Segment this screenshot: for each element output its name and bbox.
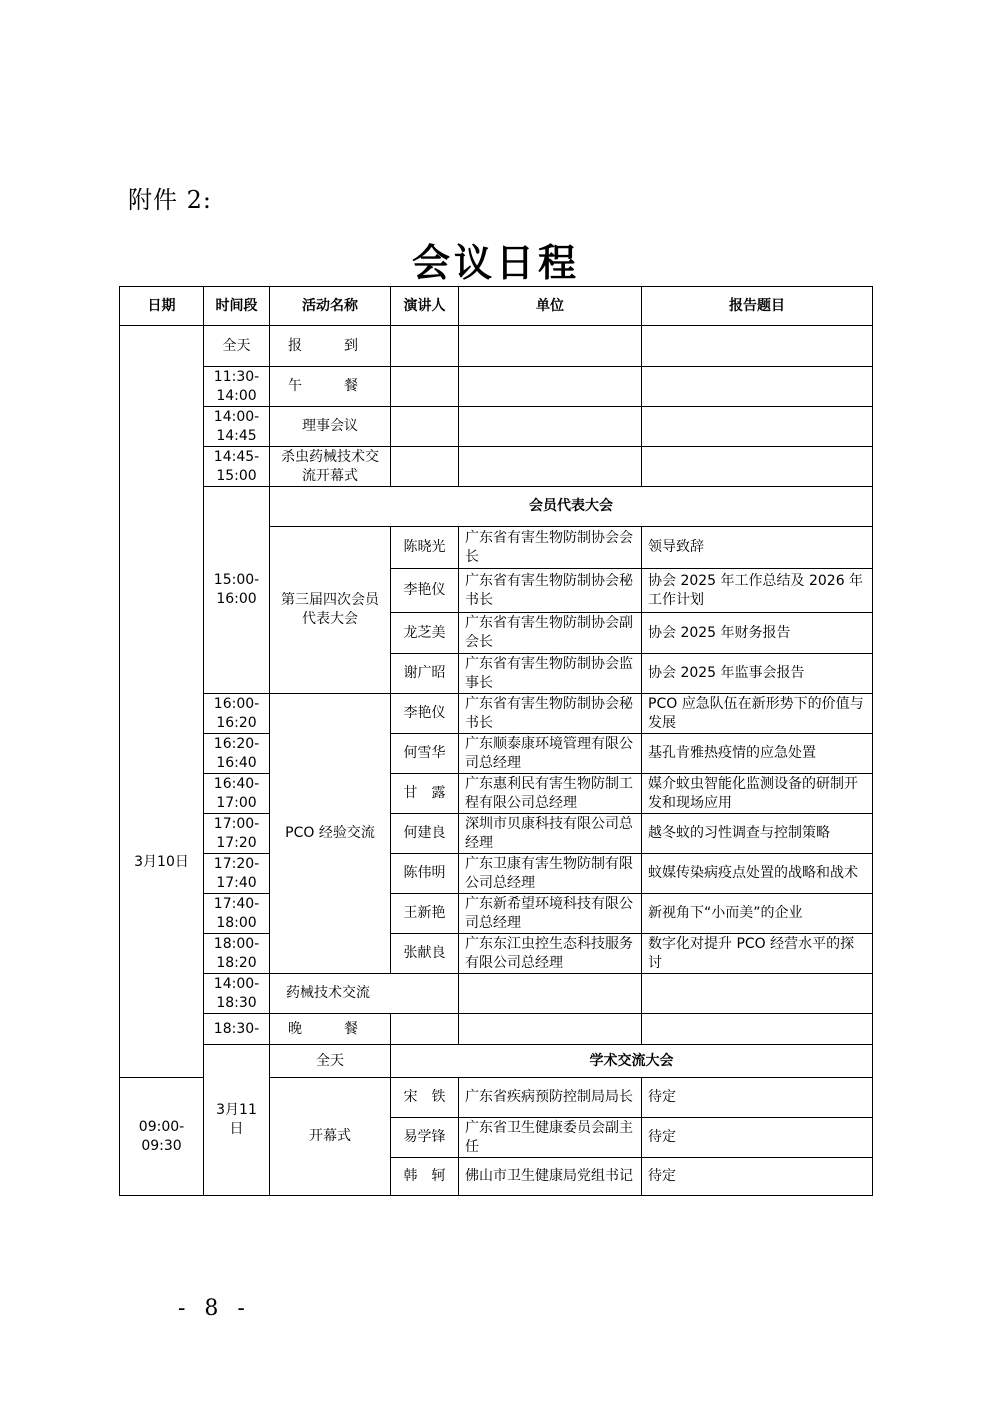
table-row (120, 854, 873, 894)
activity-cell: 报 到 (270, 326, 391, 367)
time-cell: 18:30- (204, 1014, 270, 1045)
topic-cell: 媒介蚊虫智能化监测设备的研制开发和现场应用 (642, 774, 873, 814)
activity-cell: 开幕式 (270, 1078, 391, 1196)
time-cell: 11:30-14:00 (204, 367, 270, 407)
unit-cell: 广东东江虫控生态科技服务有限公司总经理 (459, 934, 642, 974)
table-row (120, 487, 873, 527)
page-number: - 8 - (178, 1296, 251, 1321)
time-cell: 14:00-18:30 (204, 974, 270, 1014)
table-row (120, 974, 873, 1014)
speaker-cell: 李艳仪 (391, 569, 459, 613)
speaker-cell: 陈伟明 (391, 854, 459, 894)
activity-cell: 药械技术交流 (270, 974, 459, 1014)
table-row (120, 894, 873, 934)
attachment-label: 附件 2: (128, 186, 212, 214)
topic-cell: 协会 2025 年财务报告 (642, 613, 873, 654)
topic-cell: 协会 2025 年工作总结及 2026 年工作计划 (642, 569, 873, 613)
activity-cell: PCO 经验交流 (270, 694, 391, 974)
unit-cell: 广东惠利民有害生物防制工程有限公司总经理 (459, 774, 642, 814)
table-row (120, 1014, 873, 1045)
time-cell: 16:20-16:40 (204, 734, 270, 774)
topic-cell: 越冬蚊的习性调查与控制策略 (642, 814, 873, 854)
header-speaker: 演讲人 (391, 287, 459, 326)
topic-cell: 待定 (642, 1158, 873, 1196)
header-row (120, 287, 873, 326)
topic-cell: 协会 2025 年监事会报告 (642, 654, 873, 694)
speaker-cell: 李艳仪 (391, 694, 459, 734)
unit-cell: 广东省疾病预防控制局局长 (459, 1078, 642, 1118)
speaker-cell: 甘 露 (391, 774, 459, 814)
speaker-cell: 陈晓光 (391, 527, 459, 569)
table-row (120, 407, 873, 447)
speaker-cell: 何雪华 (391, 734, 459, 774)
document-title: 会议日程 (411, 240, 580, 285)
topic-cell: 待定 (642, 1078, 873, 1118)
topic-cell: 待定 (642, 1118, 873, 1158)
unit-cell: 广东卫康有害生物防制有限公司总经理 (459, 854, 642, 894)
speaker-cell: 韩 轲 (391, 1158, 459, 1196)
table-row (120, 694, 873, 734)
header-unit: 单位 (459, 287, 642, 326)
activity-cell: 理事会议 (270, 407, 391, 447)
schedule-table (119, 286, 873, 1196)
time-cell: 17:20-17:40 (204, 854, 270, 894)
unit-cell: 佛山市卫生健康局党组书记 (459, 1158, 642, 1196)
activity-cell: 第三届四次会员代表大会 (270, 527, 391, 694)
time-cell: 09:00-09:30 (120, 1078, 204, 1196)
speaker-cell: 易学锋 (391, 1118, 459, 1158)
time-cell: 14:45-15:00 (204, 447, 270, 487)
topic-cell: 新视角下“小而美”的企业 (642, 894, 873, 934)
time-cell: 全天 (270, 1045, 391, 1078)
topic-cell: 基孔肯雅热疫情的应急处置 (642, 734, 873, 774)
time-cell: 17:00-17:20 (204, 814, 270, 854)
time-cell: 15:00-16:00 (204, 487, 270, 694)
time-cell: 17:40-18:00 (204, 894, 270, 934)
time-cell: 16:40-17:00 (204, 774, 270, 814)
table-row (120, 367, 873, 407)
time-cell: 全天 (204, 326, 270, 367)
table-row (120, 774, 873, 814)
unit-cell: 广东省有害生物防制协会会长 (459, 527, 642, 569)
speaker-cell: 何建良 (391, 814, 459, 854)
time-cell: 14:00-14:45 (204, 407, 270, 447)
speaker-cell: 张献良 (391, 934, 459, 974)
table-row (120, 326, 873, 367)
unit-cell: 广东省有害生物防制协会副会长 (459, 613, 642, 654)
activity-cell: 晚 餐 (270, 1014, 391, 1045)
date-cell: 3月10日 (120, 326, 204, 1078)
date-cell: 3月11日 (204, 1045, 270, 1196)
speaker-cell: 龙芝美 (391, 613, 459, 654)
topic-cell: 数字化对提升 PCO 经营水平的探讨 (642, 934, 873, 974)
table-row (120, 1045, 873, 1078)
unit-cell: 广东省卫生健康委员会副主任 (459, 1118, 642, 1158)
header-time: 时间段 (204, 287, 270, 326)
activity-cell: 杀虫药械技术交流开幕式 (270, 447, 391, 487)
time-cell: 16:00-16:20 (204, 694, 270, 734)
header-date: 日期 (120, 287, 204, 326)
topic-cell: 领导致辞 (642, 527, 873, 569)
header-topic: 报告题目 (642, 287, 873, 326)
table-row (120, 934, 873, 974)
speaker-cell: 宋 铁 (391, 1078, 459, 1118)
unit-cell: 广东省有害生物防制协会秘书长 (459, 569, 642, 613)
speaker-cell: 谢广昭 (391, 654, 459, 694)
section-title: 会员代表大会 (270, 487, 873, 527)
table-row (120, 814, 873, 854)
unit-cell: 深圳市贝康科技有限公司总经理 (459, 814, 642, 854)
unit-cell: 广东省有害生物防制协会秘书长 (459, 694, 642, 734)
unit-cell: 广东省有害生物防制协会监事长 (459, 654, 642, 694)
topic-cell: 蚊媒传染病疫点处置的战略和战术 (642, 854, 873, 894)
time-cell: 18:00-18:20 (204, 934, 270, 974)
table-row (120, 447, 873, 487)
unit-cell: 广东顺泰康环境管理有限公司总经理 (459, 734, 642, 774)
speaker-cell: 王新艳 (391, 894, 459, 934)
header-activity: 活动名称 (270, 287, 391, 326)
table-row (120, 734, 873, 774)
section-title: 学术交流大会 (391, 1045, 873, 1078)
activity-cell: 午 餐 (270, 367, 391, 407)
topic-cell: PCO 应急队伍在新形势下的价值与发展 (642, 694, 873, 734)
unit-cell: 广东新希望环境科技有限公司总经理 (459, 894, 642, 934)
